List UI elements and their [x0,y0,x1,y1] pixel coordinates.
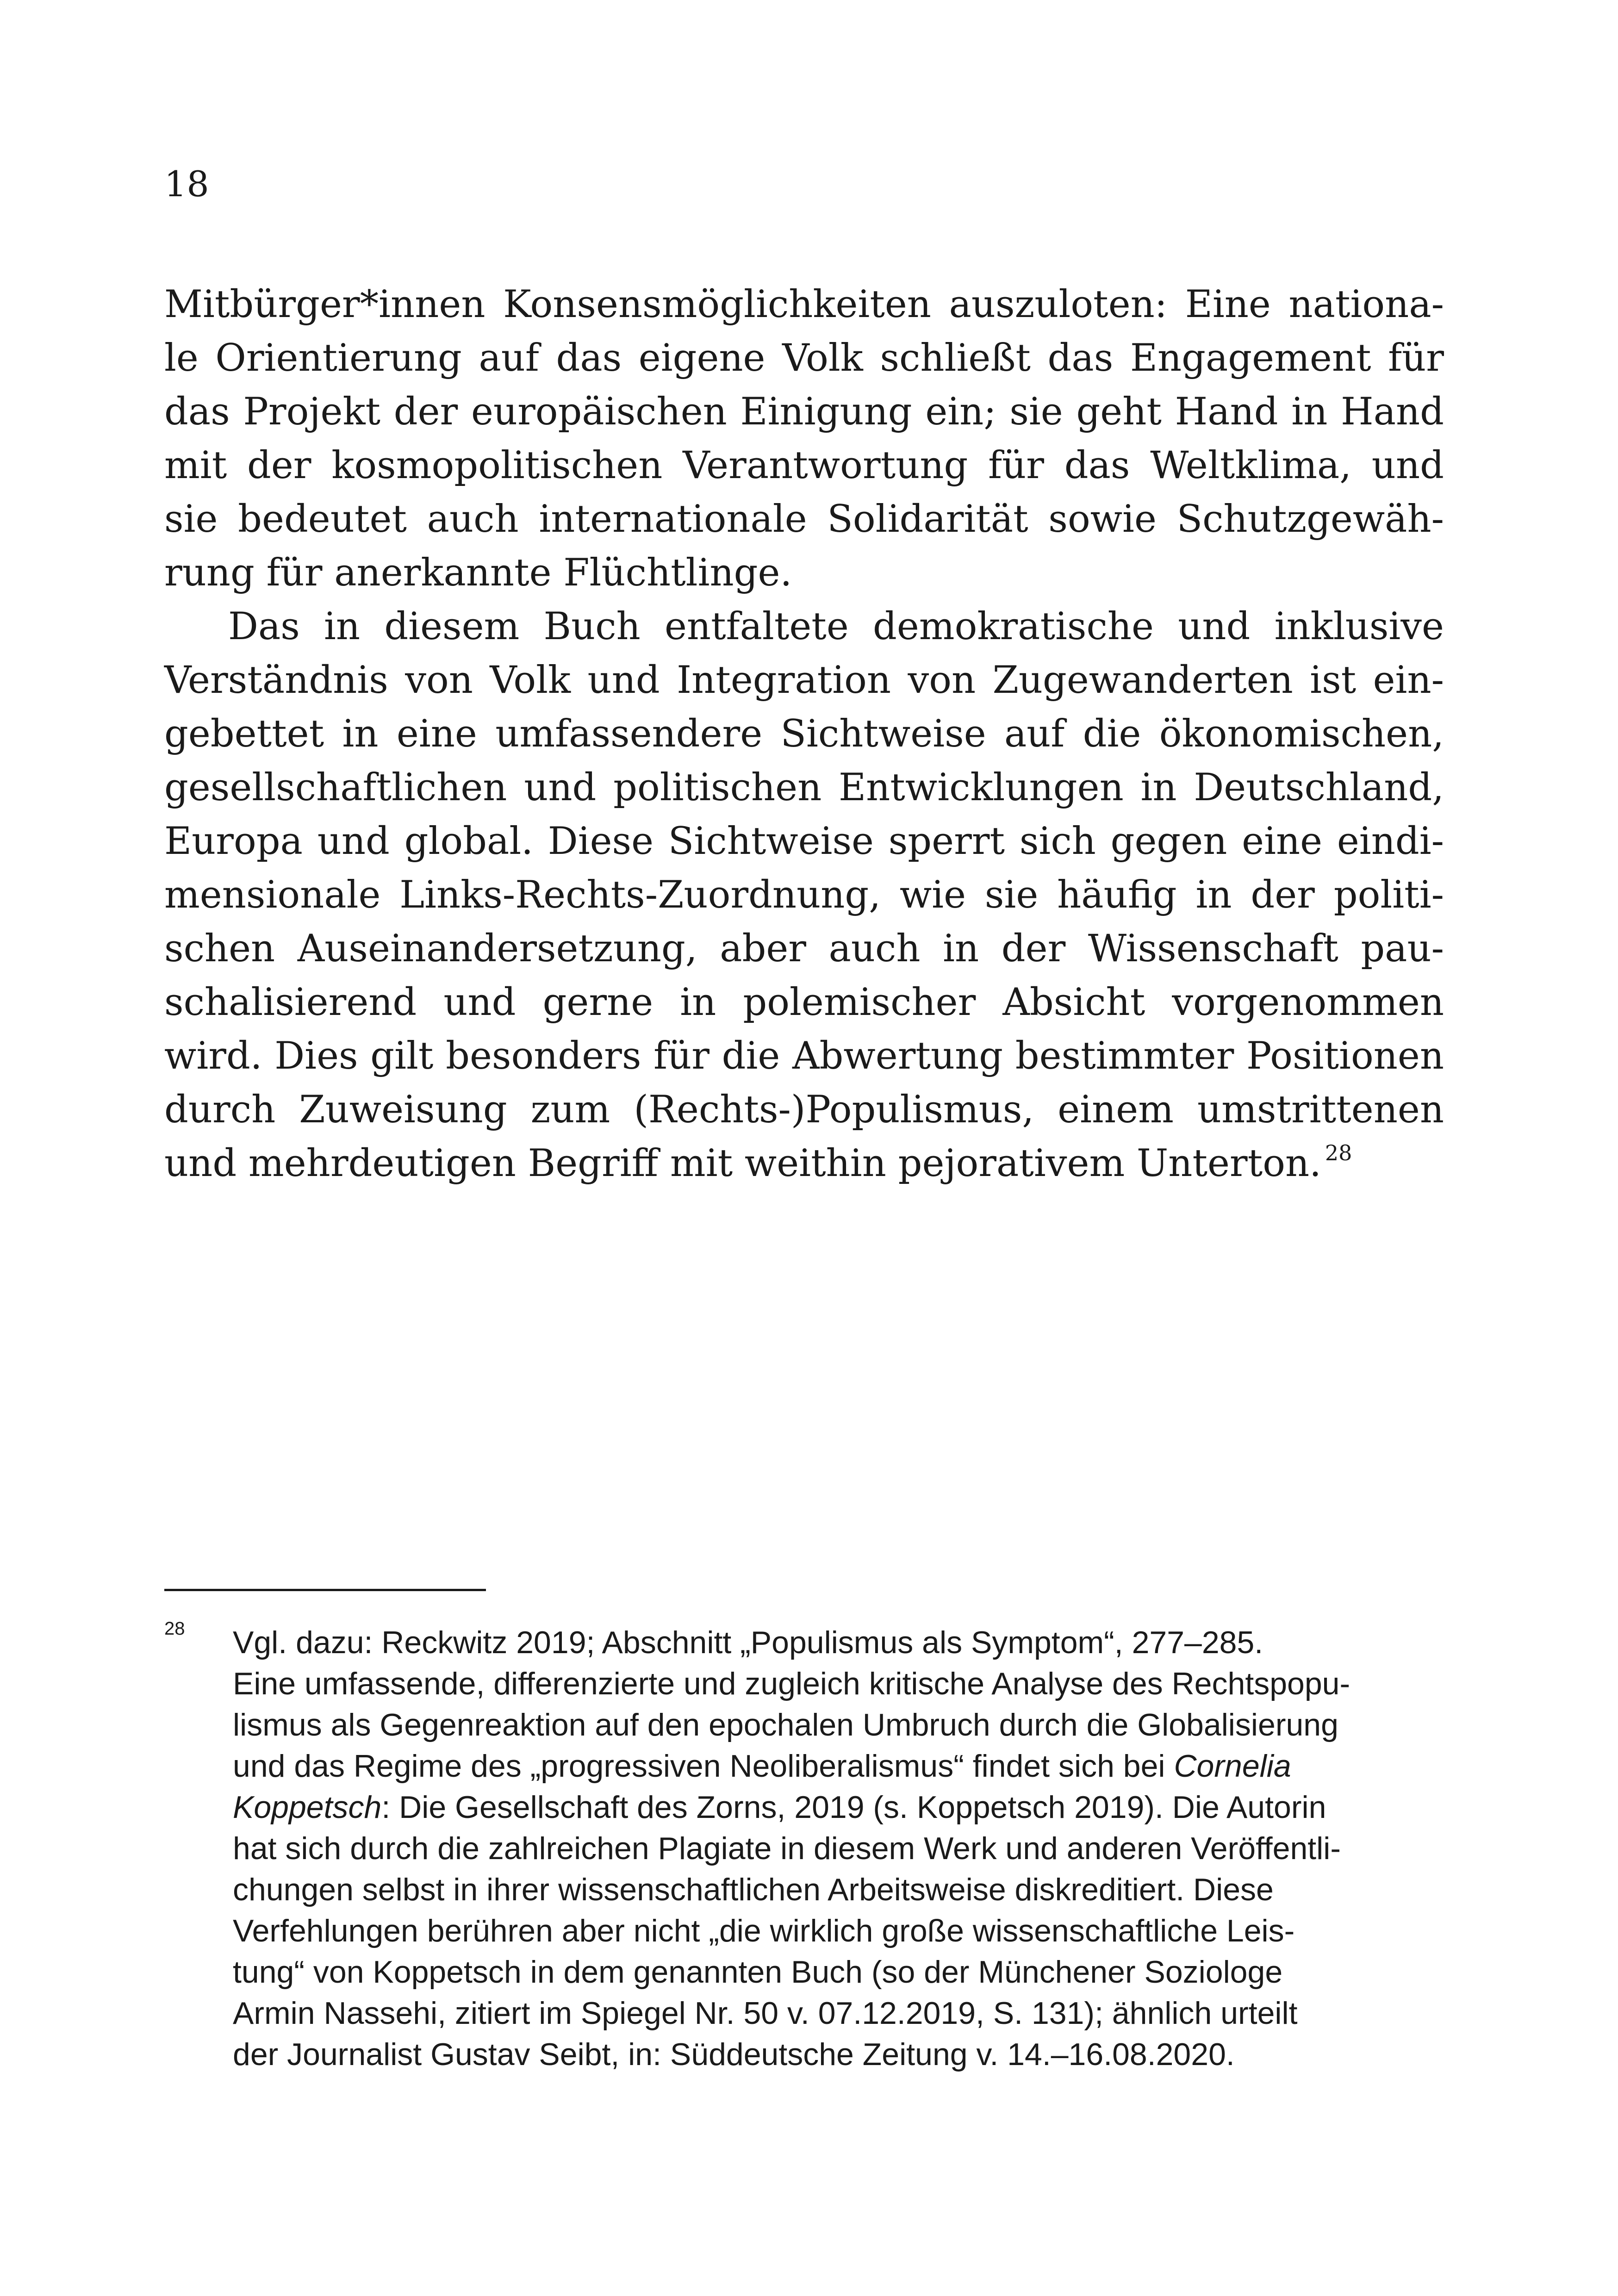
body-line: schalisierend und gerne in polemischer Absicht vorgenommen [164,981,1444,1024]
body-line [164,1137,1444,1190]
body-line: le Orientierung auf das eigene Volk schließt das Engagement für [164,336,1444,380]
body-line: Das in diesem Buch entfaltete demokratische und inklusive [228,605,1444,648]
footnote-line: tung“ von Koppetsch in dem genannten Buch (so der Münchener Soziologe [233,1954,1283,1990]
body-line: gesellschaftlichen und politischen Entwicklungen in Deutschland, [164,766,1444,809]
footnote-line: Verfehlungen berühren aber nicht „die wirklich große wissenschaftliche Leis- [233,1913,1295,1948]
footnote-line: Vgl. dazu: Reckwitz 2019; Abschnitt „Populismus als Symptom“, 277–285. [233,1625,1263,1660]
footnote-number: 28 [164,1618,185,1639]
body-line: wird. Dies gilt besonders für die Abwertung bestimmter Positionen [164,1034,1444,1078]
body-line: mensionale Links-Rechts-Zuordnung, wie sie häufig in der politi- [164,873,1444,917]
body-text [164,278,1444,1190]
body-line: das Projekt der europäischen Einigung ein; sie geht Hand in Hand [164,390,1444,434]
footnote-text [233,1622,1445,2075]
footnote-line: der Journalist Gustav Seibt, in: Süddeutsche Zeitung v. 14.–16.08.2020. [233,2037,1235,2072]
body-line: mit der kosmopolitischen Verantwortung für das Weltklima, und [164,444,1444,487]
footnote-line: lismus als Gegenreaktion auf den epochalen Umbruch durch die Globalisierung [233,1707,1338,1742]
body-line-text: und mehrdeutigen Begriff mit weithin pejorativem Unterton. [164,1142,1321,1185]
page-number: 18 [164,163,209,205]
footnote-separator [164,1589,486,1591]
body-line: Europa und global. Diese Sichtweise sperrt sich gegen eine eindi- [164,820,1444,863]
body-line: Verständnis von Volk und Integration von Zugewanderten ist ein- [164,659,1444,702]
body-line: gebettet in eine umfassendere Sichtweise auf die ökonomischen, [164,712,1444,756]
footnote-line: Armin Nassehi, zitiert im Spiegel Nr. 50 v. 07.12.2019, S. 131); ähnlich urteilt [233,1996,1298,2031]
footnote-line-text: und das Regime des „progressiven Neoliberalismus“ findet sich bei [233,1748,1165,1784]
body-line: Mitbürger*innen Konsensmöglichkeiten auszuloten: Eine nationa- [164,283,1444,326]
body-line: rung für anerkannte Flüchtlinge. [164,551,792,595]
footnote-line: hat sich durch die zahlreichen Plagiate in diesem Werk und anderen Veröffentli- [233,1831,1341,1866]
footnote-line: chungen selbst in ihrer wissenschaftlichen Arbeitsweise diskreditiert. Diese [233,1872,1274,1907]
footnote-reference[interactable]: 28 [1325,1140,1352,1165]
author-name: Koppetsch [233,1790,382,1825]
body-line: schen Auseinandersetzung, aber auch in der Wissenschaft pau- [164,927,1444,971]
footnote-line [233,1787,1445,1828]
footnote-line: Eine umfassende, differenzierte und zugleich kritische Analyse des Rechtspopu- [233,1666,1350,1701]
author-name: Cornelia [1174,1748,1291,1784]
footnote-line-text: : Die Gesellschaft des Zorns, 2019 (s. Koppetsch 2019). Die Autorin [381,1790,1326,1825]
body-line: durch Zuweisung zum (Rechts-)Populismus, einem umstrittenen [164,1088,1444,1132]
body-line: sie bedeutet auch internationale Solidarität sowie Schutzgewäh- [164,498,1444,541]
footnote-line [233,1746,1445,1787]
